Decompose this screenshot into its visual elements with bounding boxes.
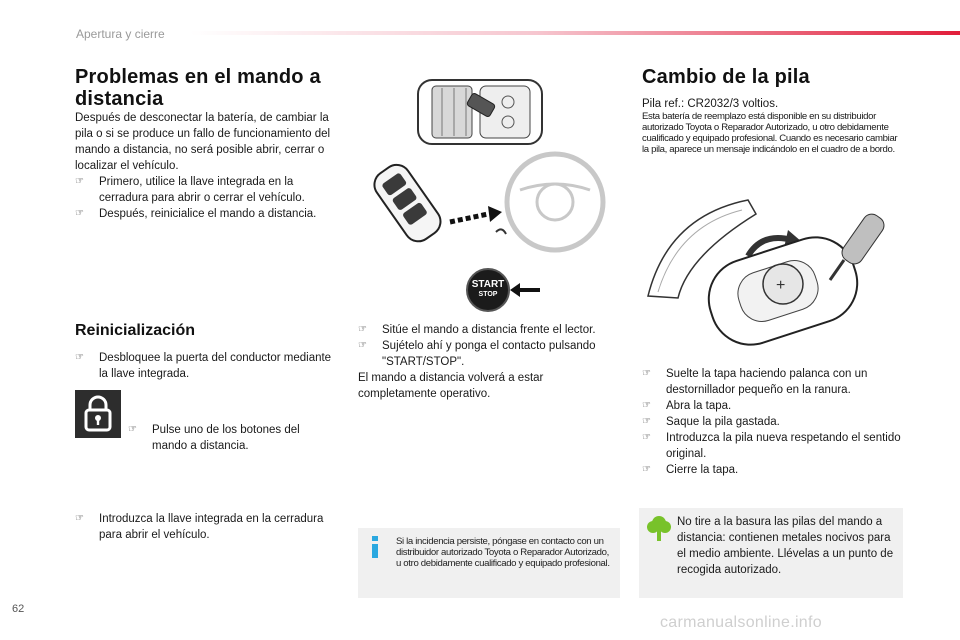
environment-note-text: No tire a la basura las pilas del mando a distancia: contienen metales nocivos para el medio ambiente. Llévelas a un punto de recogida autorizado. [677, 516, 894, 576]
reinit-bullet-2: ☞ Pulse uno de los botones del mando a distancia. [128, 424, 300, 452]
left-bullet-1: ☞ Primero, utilice la llave integrada en la cerradura para abrir o cerrar el vehículo. [75, 176, 305, 204]
middle-result-text: El mando a distancia volverá a estar completamente operativo. [358, 372, 544, 400]
lock-icon-box [75, 390, 121, 438]
middle-bullet-1: ☞ Sitúe el mando a distancia frente el lector. [358, 324, 596, 336]
left-intro-text: Después de desconectar la batería, de cambiar la pila o si se produce un fallo de funcionamiento del mando a distancia, no será posible abrir, cerrar o localizar el vehículo. [75, 112, 331, 172]
pointing-hand-icon: ☞ [642, 432, 651, 443]
pointing-hand-icon: ☞ [642, 400, 651, 411]
key-fob-illustration [370, 159, 446, 246]
info-note-box [358, 528, 620, 598]
battery-note: Esta batería de reemplazo está disponible en su distribuidor autorizado Toyota o Reparador Autorizado, u otro debidamente cualificado y equipado profesional. Cuando es necesario cambiar la pila, aparece un mensaje indicándolo en el cuadro de a bordo. [642, 111, 898, 155]
info-note-text: Si la incidencia persiste, póngase en contacto con un distribuidor autorizado Toyota o Reparador Autorizado, u otro debidamente cualificado y equipado profesional. [396, 536, 610, 569]
pointing-hand-icon: ☞ [358, 324, 367, 335]
battery-replacement-illustration [638, 186, 908, 346]
pointing-hand-icon: ☞ [642, 464, 651, 475]
reinit-bullet-1: ☞ Desbloquee la puerta del conductor mediante la llave integrada. [75, 352, 332, 380]
start-stop-button-illustration [466, 268, 510, 312]
car-top-view-illustration [410, 72, 550, 152]
middle-bullet-2: ☞ Sujételo ahí y ponga el contacto pulsando "START/STOP". [358, 340, 596, 368]
key-to-steering-illustration [370, 150, 610, 270]
battery-ref: Pila ref.: CR2032/3 voltios. [642, 98, 779, 110]
svg-text:+: + [776, 277, 786, 294]
info-icon [370, 536, 380, 558]
right-bullet-5: ☞ Cierre la tapa. [642, 464, 739, 476]
pointing-hand-icon: ☞ [75, 513, 84, 524]
start-label: START [471, 279, 505, 290]
header-accent-bar [190, 31, 960, 35]
pointing-hand-icon: ☞ [358, 340, 367, 351]
right-steps [642, 366, 904, 478]
right-section-title: Cambio de la pila [642, 66, 810, 88]
middle-text-block [358, 322, 620, 402]
watermark: carmanualsonline.info [660, 614, 822, 631]
left-intro-block [75, 110, 337, 222]
right-bullet-3: ☞ Saque la pila gastada. [642, 416, 780, 428]
right-bullet-1: ☞ Suelte la tapa haciendo palanca con un destornillador pequeño en la ranura. [642, 368, 868, 396]
left-section-title: Problemas en el mando a distancia [75, 66, 321, 110]
left-bullet-2: ☞ Después, reinicialice el mando a distancia. [75, 208, 317, 220]
pointing-hand-icon: ☞ [642, 416, 651, 427]
arrow-left-icon [510, 282, 542, 298]
lock-icon [75, 390, 121, 438]
reinit-title: Reinicialización [75, 322, 196, 339]
pointing-hand-icon: ☞ [75, 208, 84, 219]
environment-note-box [639, 508, 903, 598]
reinit-bullet-3: ☞ Introduzca la llave integrada en la cerradura para abrir el vehículo. [75, 513, 324, 541]
pointing-hand-icon: ☞ [75, 176, 84, 187]
right-bullet-2: ☞ Abra la tapa. [642, 400, 732, 412]
section-header-title: Apertura y cierre [76, 27, 165, 41]
pointing-hand-icon: ☞ [128, 424, 137, 435]
tree-icon [647, 514, 671, 542]
right-bullet-4: ☞ Introduzca la pila nueva respetando el sentido original. [642, 432, 901, 460]
pointing-hand-icon: ☞ [75, 352, 84, 363]
page-number: 62 [12, 603, 25, 615]
pointing-hand-icon: ☞ [642, 368, 651, 379]
stop-label: STOP [478, 291, 498, 298]
